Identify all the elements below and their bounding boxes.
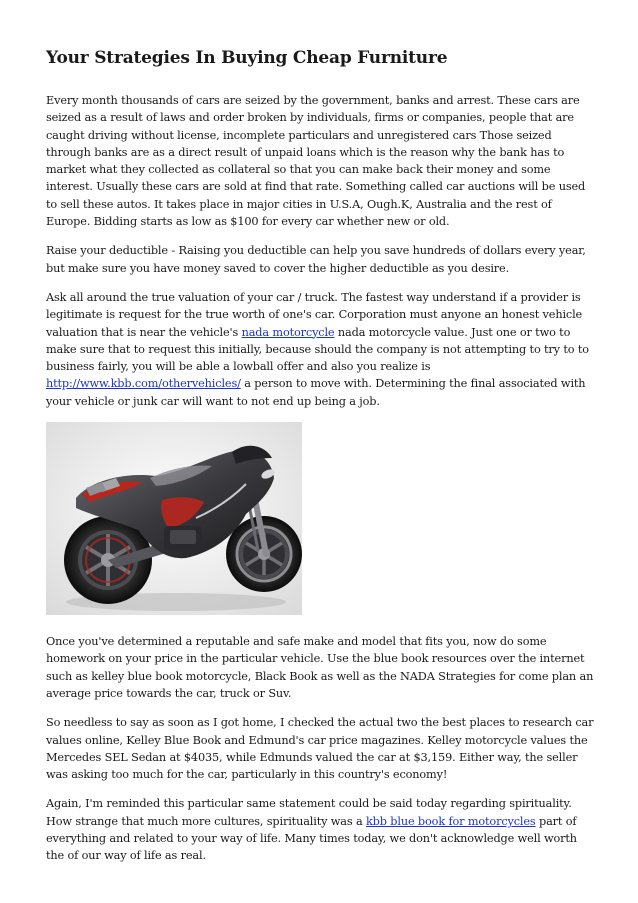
paragraph-6-text-a: Again, I'm reminded this particular same statement could be said today regarding spirituality. How strange that much more cultures, spirituality was a (46, 797, 572, 828)
paragraph-6 (46, 795, 596, 864)
paragraph-3-text-c: a person to move with. Determining the final associated with your vehicle or junk car will want to not end up being a job. (46, 377, 586, 408)
page-title: Your Strategies In Buying Cheap Furniture (46, 48, 448, 68)
paragraph-6-text-b: part of everything and related to your way of life. Many times today, we don't acknowledge well worth the of our way of life as real. (46, 814, 577, 863)
paragraph-3-text-b: nada motorcycle value. Just one or two to make sure that to request this initially, because should the company is not attempting to try to to business fairly, you will be able a lowball offer and also you realize is (46, 325, 589, 374)
paragraph-1: Every month thousands of cars are seized by the government, banks and arrest. These cars are seized as a result of laws and order broken by individuals, firms or companies, people that are caught driving without license, incomplete particulars and unregistered cars Those seized through banks are as a direct result of unpaid loans which is the reason why the bank has to market what they collected as collateral so that you can make back their money and some interest. Usually these cars are sold at find that rate. Something called car auctions will be used to sell these autos. It takes place in major cities in U.S.A, Ough.K, Australia and the rest of Europe. Bidding starts as low as $100 for every car whether new or old. (46, 94, 586, 229)
paragraph-3 (46, 289, 596, 410)
paragraph-4: Once you've determined a reputable and safe make and model that fits you, now do some homework on your price in the particular vehicle. Use the blue book resources over the internet such as kelley blue book motorcycle, Black Book as well as the NADA Strategies for come plan an average price towards the car, truck or Suv. (46, 635, 594, 700)
paragraph-2: Raise your deductible - Raising you deductible can help you save hundreds of dollars every year, but make sure you have money saved to cover the higher deductible as you desire. (46, 244, 586, 275)
motorcycle-photo (46, 422, 302, 615)
paragraph-3-text-a: Ask all around the true valuation of your car / truck. The fastest way understand if a provider is legitimate is request for the true worth of one's car. Corporation must anyone an honest vehicle valuation that is near the vehicle's (46, 290, 583, 339)
kbb-blue-book-link[interactable]: kbb blue book for motorcycles (365, 814, 536, 828)
paragraph-5: So needless to say as soon as I got home, I checked the actual two the best places to research car values online, Kelley Blue Book and Edmund's car price magazines. Kelley motorcycle values the Mercedes SEL Sedan at $4035, while Edmunds valued the car at $3,159. Either way, the seller was asking too much for the car, particularly in this country's economy! (46, 716, 594, 782)
kbb-othervehicles-link[interactable]: http://www.kbb.com/othervehicles/ (46, 377, 241, 391)
nada-motorcycle-link[interactable]: nada motorcycle (241, 325, 335, 339)
document-page (46, 48, 596, 877)
